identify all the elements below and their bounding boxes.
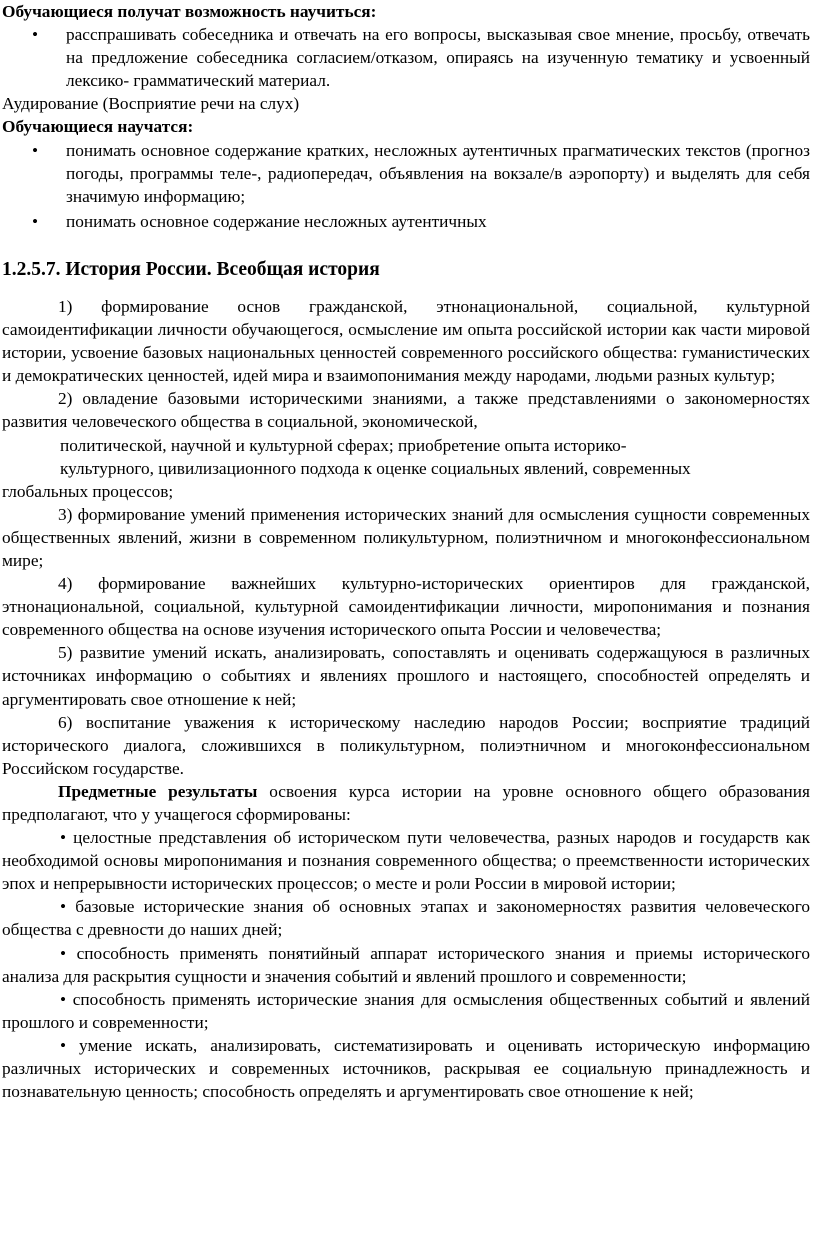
bullet-icon: • <box>32 25 39 45</box>
heading-will-learn-opportunity: Обучающиеся получат возможность научиться: <box>2 2 377 21</box>
paragraph-4: 4) формирование важнейших культурно-исторических ориентиров для гражданской, этнонациональной, социальной, культурной самоидентификации личности, миропонимания и познания современного общества на основе изучения исторического опыта России и человечества; <box>2 574 810 640</box>
result-item: • способность применять исторические знания для осмысления общественных событий и явлений прошлого и современности; <box>2 989 810 1032</box>
bullet-icon: • <box>32 140 39 160</box>
bullet-icon: • <box>60 989 67 1009</box>
bullet-icon: • <box>32 211 39 231</box>
listening-subheading: Аудирование (Восприятие речи на слух) <box>2 94 300 114</box>
paragraph-1: 1) формирование основ гражданской, этнонациональной, социальной, культурной самоидентификации личности обучающегося, осмысление им опыта российской истории как части мировой истории, усвоение базовых национальных ценностей современного российского общества: гуманистических и демократических ценностей, идей мира и взаимопонимания между народами, людьми разных культур; <box>2 296 810 386</box>
paragraph-3: 3) формирование умений применения исторических знаний для осмысления сущности современных общественных явлений, жизни в современном поликультурном, полиэтничном и многоконфессиональном мире; <box>2 504 810 570</box>
results-paragraph <box>2 780 810 826</box>
paragraph-6: 6) воспитание уважения к историческому наследию народов России; восприятие традиций исторического диалога, сложившихся в поликультурном, полиэтничном и многоконфессиональном Российском государстве. <box>2 712 810 778</box>
bullet-icon: • <box>60 943 67 963</box>
list-item: • понимать основное содержание несложных аутентичных <box>2 210 810 233</box>
section-title: 1.2.5.7. История России. Всеобщая история <box>2 258 380 280</box>
paragraph-2: 2) овладение базовыми историческими знаниями, а также представлениями о закономерностях развития человеческого общества в социальной, экономической, <box>2 389 810 432</box>
list-item: • расспрашивать собеседника и отвечать на его вопросы, высказывая свое мнение, просьбу, отвечать на предложение собеседника согласием/отказом, опираясь на изученную тематику и усвоенный лексико- грамматический материал. <box>32 25 810 91</box>
result-item: • целостные представления об историческом пути человечества, разных народов и государств как необходимой основы миропонимания и познания современного общества; о преемственности исторических эпох и непрерывности исторических процессов; о месте и роли России в мировой истории; <box>2 828 810 894</box>
paragraph-2-line-b: политической, научной и культурной сферах; приобретение опыта историко- <box>60 435 627 455</box>
paragraph-2-line-c: культурного, цивилизационного подхода к оценке социальных явлений, современных <box>60 458 691 478</box>
list-item: • понимать основное содержание кратких, несложных аутентичных прагматических текстов (прогноз погоды, программы теле-, радиопередач, объявления на вокзале/в аэропорту) и выделять для себя значимую информацию; <box>32 140 810 206</box>
paragraph-5: 5) развитие умений искать, анализировать, сопоставлять и оценивать содержащуюся в различных источниках информацию о событиях и явлениях прошлого и настоящего, способностей определять и аргументировать свое отношение к ней; <box>2 643 810 709</box>
bullet-icon: • <box>60 897 67 917</box>
result-item: • умение искать, анализировать, систематизировать и оценивать историческую информацию различных исторических и современных источников, раскрывая ее социальную принадлежность и познавательную ценность; способность определять и аргументировать свое отношение к ней; <box>2 1035 810 1102</box>
results-text: освоения курса истории на уровне основного общего образования предполагают, что у учащегося сформированы: <box>2 781 811 824</box>
bullet-icon: • <box>60 828 67 848</box>
heading-will-learn: Обучающиеся научатся: <box>2 117 194 137</box>
paragraph-2-line-d: глобальных процессов; <box>2 481 174 501</box>
result-item: • способность применять понятийный аппарат исторического знания и приемы исторического анализа для раскрытия сущности и значения событий и явлений прошлого и современности; <box>2 943 810 986</box>
results-bold-label: Предметные результаты <box>58 781 258 801</box>
result-item: • базовые исторические знания об основных этапах и закономерностях развития человеческого общества с древности до наших дней; <box>2 897 811 940</box>
bullet-list-learn <box>2 139 810 233</box>
bullet-icon: • <box>60 1035 67 1055</box>
bullet-list-opportunity <box>2 23 810 92</box>
